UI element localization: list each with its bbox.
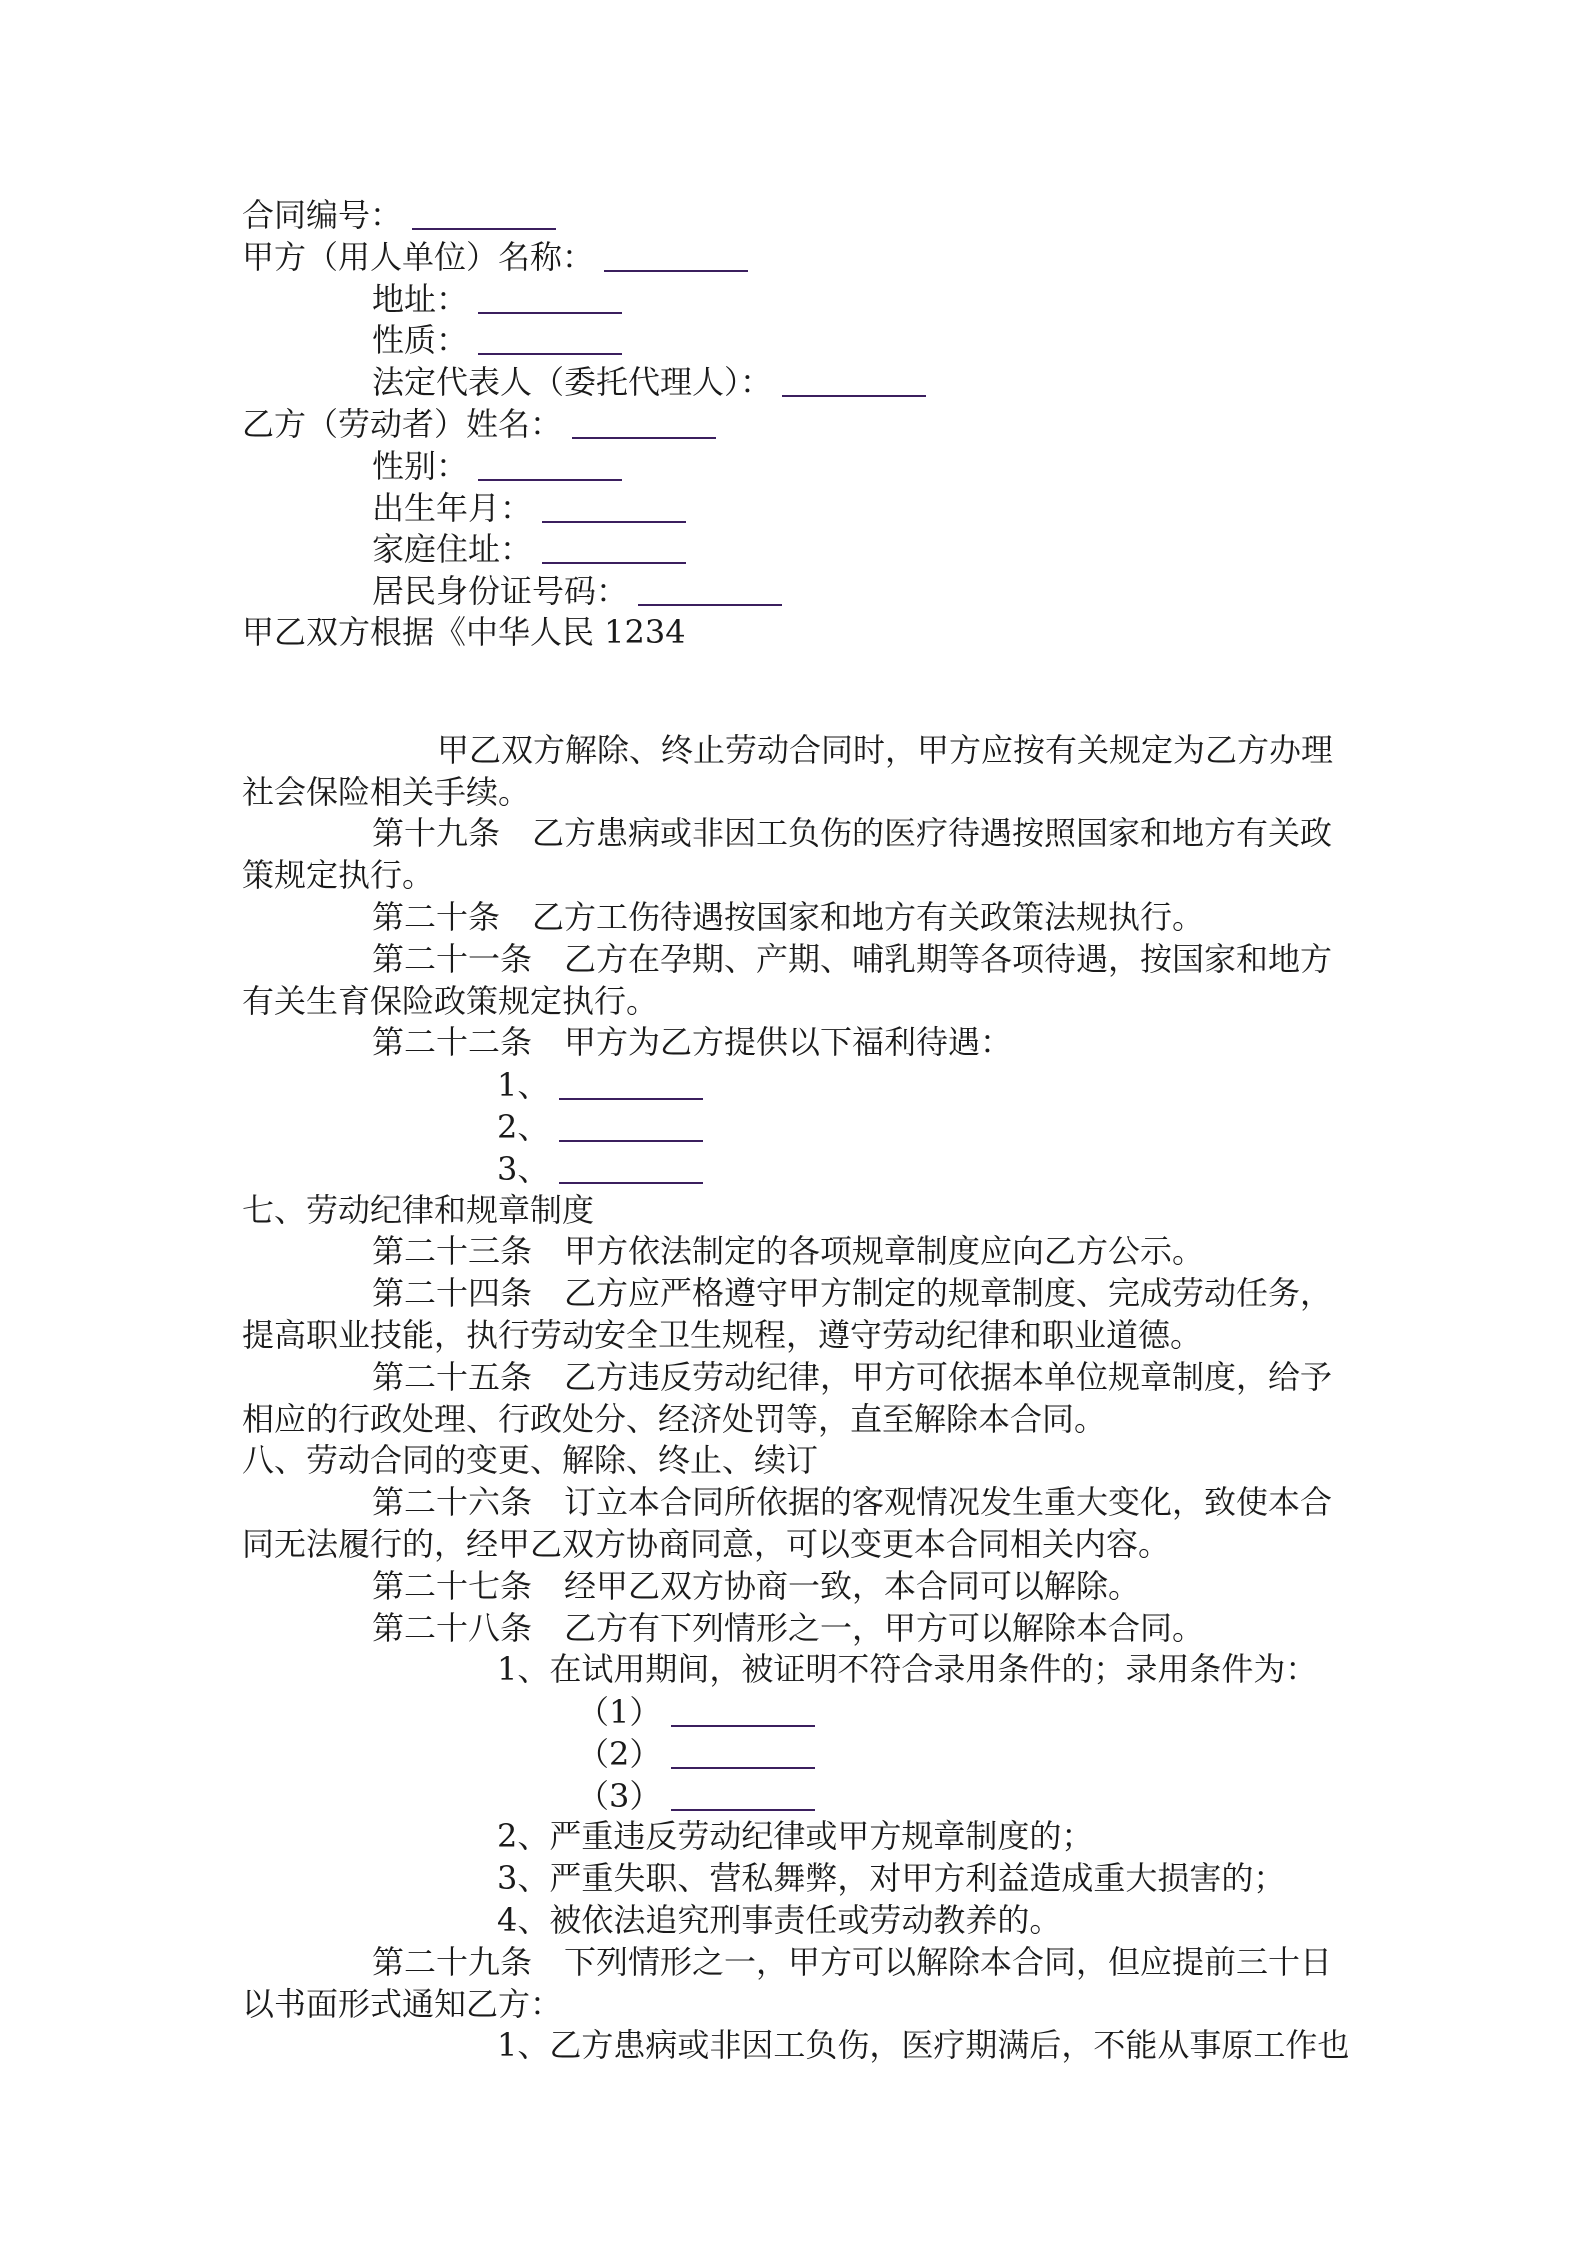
form-field-line — [0, 487, 1586, 529]
text-line — [0, 1816, 1586, 1858]
blank-fill-in-field[interactable] — [559, 1152, 703, 1184]
text-line — [0, 1482, 1586, 1524]
text-line — [0, 1858, 1586, 1900]
blank-fill-in-field[interactable] — [412, 198, 556, 230]
paragraph-text: 有关生育保险政策规定执行。 — [242, 981, 659, 1020]
text-line — [0, 612, 1586, 654]
paragraph-text: 第二十九条 下列情形之一，甲方可以解除本合同，但应提前三十日 — [372, 1942, 1333, 1981]
form-field-line — [0, 1775, 1586, 1817]
paragraph-text: 3、严重失职、营私舞弊，对甲方利益造成重大损害的； — [497, 1859, 1286, 1898]
text-line — [0, 1357, 1586, 1399]
paragraph-text: 第二十六条 订立本合同所依据的客观情况发生重大变化，致使本合 — [372, 1483, 1333, 1522]
field-label: 合同编号： — [242, 196, 403, 234]
paragraph-text: 同无法履行的，经甲乙双方协商同意，可以变更本合同相关内容。 — [242, 1524, 1171, 1563]
blank-fill-in-field[interactable] — [782, 365, 926, 397]
text-line — [0, 1440, 1586, 1482]
field-label: 性别： — [372, 446, 469, 485]
paragraph-text: 策规定执行。 — [242, 856, 435, 895]
paragraph-text: 以书面形式通知乙方： — [242, 1984, 563, 2023]
form-field-line — [0, 570, 1586, 612]
form-field-line — [0, 1691, 1586, 1733]
paragraph-text: 第十九条 乙方患病或非因工负伤的医疗待遇按照国家和地方有关政 — [372, 814, 1333, 853]
form-field-line — [0, 1106, 1586, 1148]
text-line — [0, 1190, 1586, 1232]
blank-fill-in-field[interactable] — [671, 1779, 815, 1811]
form-field-line — [0, 1733, 1586, 1775]
text-line — [0, 855, 1586, 897]
text-line — [0, 1524, 1586, 1566]
paragraph-text: 七、劳动纪律和规章制度 — [242, 1190, 595, 1229]
contract-document — [0, 194, 1586, 2067]
field-label: （3） — [577, 1776, 662, 1815]
form-field-line — [0, 1064, 1586, 1106]
blank-fill-in-field[interactable] — [542, 491, 686, 523]
blank-fill-in-field[interactable] — [478, 282, 622, 314]
blank-fill-in-field[interactable] — [604, 240, 748, 272]
form-field-line — [0, 361, 1586, 403]
text-line — [0, 730, 1586, 772]
field-label: 出生年月： — [372, 488, 533, 527]
form-field-line — [0, 528, 1586, 570]
form-field-line — [0, 403, 1586, 445]
form-field-line — [0, 1148, 1586, 1190]
paragraph-text: 第二十三条 甲方依法制定的各项规章制度应向乙方公示。 — [372, 1232, 1205, 1271]
field-label: 性质： — [372, 321, 469, 360]
blank-fill-in-field[interactable] — [638, 574, 782, 606]
text-line — [0, 1231, 1586, 1273]
form-field-line — [0, 319, 1586, 361]
field-label: 3、 — [497, 1149, 550, 1188]
text-line — [0, 813, 1586, 855]
paragraph-text: 相应的行政处理、行政处分、经济处罚等，直至解除本合同。 — [242, 1399, 1107, 1438]
paragraph-text: 第二十条 乙方工伤待遇按国家和地方有关政策法规执行。 — [372, 897, 1205, 936]
text-line — [0, 1315, 1586, 1357]
paragraph-text: 2、严重违反劳动纪律或甲方规章制度的； — [497, 1817, 1094, 1856]
paragraph-text: 甲乙双方根据《中华人民 1234 — [242, 612, 686, 651]
text-line — [0, 897, 1586, 939]
field-label: （2） — [577, 1734, 662, 1773]
text-line — [0, 939, 1586, 981]
text-line — [0, 1399, 1586, 1441]
text-line — [0, 1900, 1586, 1942]
paragraph-text: 第二十二条 甲方为乙方提供以下福利待遇： — [372, 1023, 1013, 1062]
paragraph-text: 1、在试用期间，被证明不符合录用条件的；录用条件为： — [497, 1650, 1318, 1689]
blank-fill-in-field[interactable] — [671, 1695, 815, 1727]
form-field-line — [0, 445, 1586, 487]
form-field-line — [0, 278, 1586, 320]
blank-fill-in-field[interactable] — [478, 323, 622, 355]
paragraph-text: 第二十五条 乙方违反劳动纪律，甲方可依据本单位规章制度，给予 — [372, 1357, 1333, 1396]
field-label: 家庭住址： — [372, 530, 533, 569]
paragraph-text: 社会保险相关手续。 — [242, 772, 531, 811]
field-label: 2、 — [497, 1107, 550, 1146]
paragraph-text: 4、被依法追究刑事责任或劳动教养的。 — [497, 1901, 1062, 1940]
blank-fill-in-field[interactable] — [559, 1068, 703, 1100]
form-field-line — [0, 236, 1586, 278]
paragraph-text: 第二十七条 经甲乙双方协商一致，本合同可以解除。 — [372, 1566, 1141, 1605]
field-label: 地址： — [372, 279, 469, 318]
paragraph-text: 1、乙方患病或非因工负伤，医疗期满后，不能从事原工作也 — [497, 2026, 1350, 2065]
paragraph-text: 第二十一条 乙方在孕期、产期、哺乳期等各项待遇，按国家和地方 — [372, 939, 1333, 978]
field-label: 甲方（用人单位）名称： — [242, 237, 595, 276]
field-label: 法定代表人（委托代理人）： — [372, 363, 773, 402]
text-line — [0, 1942, 1586, 1984]
paragraph-text: 第二十四条 乙方应严格遵守甲方制定的规章制度、完成劳动任务， — [372, 1274, 1333, 1313]
paragraph-text: 甲乙双方解除、终止劳动合同时，甲方应按有关规定为乙方办理 — [437, 730, 1334, 769]
text-line — [0, 981, 1586, 1023]
text-line — [0, 2025, 1586, 2067]
paragraph-text: 第二十八条 乙方有下列情形之一，甲方可以解除本合同。 — [372, 1608, 1205, 1647]
blank-fill-in-field[interactable] — [559, 1110, 703, 1142]
blank-fill-in-field[interactable] — [478, 449, 622, 481]
blank-fill-in-field[interactable] — [542, 532, 686, 564]
field-label: 1、 — [497, 1066, 550, 1105]
text-line — [0, 1273, 1586, 1315]
blank-fill-in-field[interactable] — [671, 1737, 815, 1769]
paragraph-text: 八、劳动合同的变更、解除、终止、续订 — [242, 1441, 819, 1480]
paragraph-text: 提高职业技能，执行劳动安全卫生规程，遵守劳动纪律和职业道德。 — [242, 1315, 1203, 1354]
page-gap — [0, 654, 1586, 730]
form-field-line — [0, 194, 1586, 236]
text-line — [0, 1608, 1586, 1650]
blank-fill-in-field[interactable] — [572, 407, 716, 439]
text-line — [0, 1022, 1586, 1064]
text-line — [0, 772, 1586, 814]
field-label: （1） — [577, 1693, 662, 1732]
text-line — [0, 1984, 1586, 2026]
text-line — [0, 1649, 1586, 1691]
field-label: 居民身份证号码： — [372, 572, 629, 611]
text-line — [0, 1566, 1586, 1608]
field-label: 乙方（劳动者）姓名： — [242, 404, 563, 443]
